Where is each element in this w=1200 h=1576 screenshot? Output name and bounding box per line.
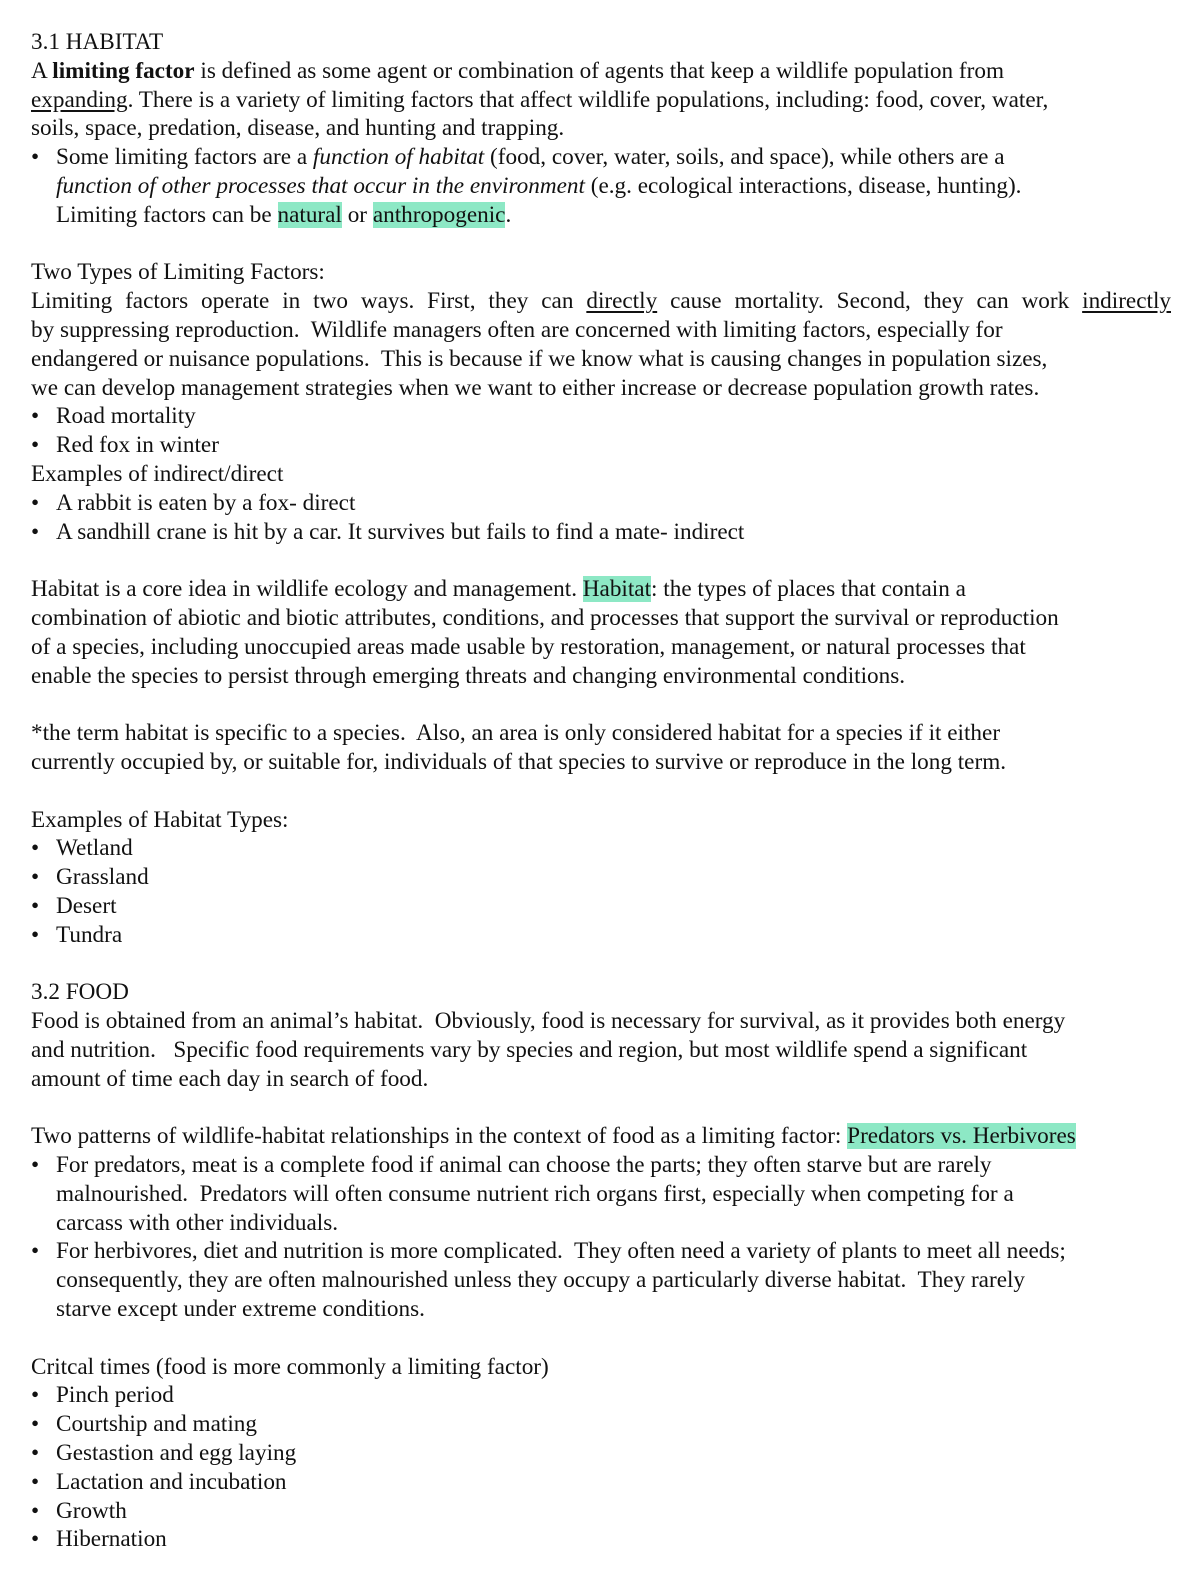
paragraph-line: amount of time each day in search of food.	[31, 1065, 429, 1092]
paragraph-line	[31, 287, 1171, 316]
text-run: Some limiting factors are a	[56, 144, 313, 171]
list-item: • Pinch period	[31, 1381, 1171, 1410]
list-item-continuation: malnourished. Predators will often consume nutrient rich organs first, especially when competing for a	[56, 1180, 1014, 1207]
list-item: • Courtship and mating	[31, 1410, 1171, 1439]
highlighted-term-natural: natural	[277, 201, 342, 228]
spacer	[31, 546, 1171, 575]
list-item-continuation	[31, 201, 1171, 230]
spacer	[31, 777, 1171, 806]
text-run: (food, cover, water, soils, and space), while others are a	[484, 144, 1005, 171]
paragraph-limiting-factor-line-3: soils, space, predation, disease, and hunting and trapping.	[31, 115, 565, 142]
subheading-critical-times: Critcal times (food is more commonly a limiting factor)	[31, 1353, 549, 1380]
paragraph-line: by suppressing reproduction. Wildlife managers often are concerned with limiting factors, especially for	[31, 316, 1003, 343]
section-heading-habitat: 3.1 HABITAT	[31, 29, 164, 55]
spacer	[31, 950, 1171, 979]
paragraph-limiting-factor-line-2	[31, 86, 1171, 115]
subheading-examples-indirect-direct: Examples of indirect/direct	[31, 460, 284, 487]
list-item: • A sandhill crane is hit by a car. It survives but fails to find a mate- indirect	[31, 518, 1171, 547]
paragraph-line	[31, 575, 1171, 604]
paragraph-line: of a species, including unoccupied areas made usable by restoration, management, or natural processes that	[31, 633, 1026, 660]
list-item: • Growth	[31, 1497, 1171, 1526]
list-item-continuation	[31, 172, 1171, 201]
paragraph-line: and nutrition. Specific food requirements vary by species and region, but most wildlife spend a significant	[31, 1036, 1028, 1063]
subheading-two-types: Two Types of Limiting Factors:	[31, 259, 325, 286]
list-item-continuation: starve except under extreme conditions.	[56, 1296, 425, 1323]
text-run: Habitat is a core idea in wildlife ecology and management.	[31, 576, 583, 603]
text-run: A	[31, 57, 53, 84]
list-item-continuation: consequently, they are often malnourished unless they occupy a particularly diverse habitat. They rarely	[56, 1267, 1026, 1294]
document-page	[31, 28, 1171, 1554]
list-item: • Road mortality	[31, 402, 1171, 431]
list-item: • Wetland	[31, 834, 1171, 863]
list-item: • Desert	[31, 892, 1171, 921]
list-item: • For herbivores, diet and nutrition is more complicated. They often need a variety of plants to meet all needs;	[31, 1237, 1171, 1266]
list-item: • Hibernation	[31, 1525, 1171, 1554]
list-item: • Tundra	[31, 921, 1171, 950]
underlined-term-directly: directly	[586, 288, 658, 315]
text-run: : the types of places that contain a	[651, 576, 966, 603]
text-run: or	[341, 201, 373, 228]
note-line: *the term habitat is specific to a species. Also, an area is only considered habitat for a species if it either	[31, 720, 1001, 747]
list-item-continuation: carcass with other individuals.	[56, 1209, 339, 1236]
highlighted-term-anthropogenic: anthropogenic	[372, 201, 506, 228]
paragraph-line: enable the species to persist through emerging threats and changing environmental conditions.	[31, 662, 906, 689]
bold-term-limiting-factor: limiting factor	[52, 57, 195, 84]
highlighted-term-predators-vs-herbivores: Predators vs. Herbivores	[847, 1123, 1076, 1150]
list-item	[31, 143, 1171, 172]
italic-term: function of other processes that occur in the environment	[56, 172, 585, 199]
text-run: Two patterns of wildlife-habitat relationships in the context of food as a limiting factor:	[31, 1123, 848, 1150]
paragraph-line: endangered or nuisance populations. This is because if we know what is causing changes in population sizes,	[31, 345, 1048, 372]
highlighted-term-habitat: Habitat	[582, 576, 652, 603]
list-item: • Gestastion and egg laying	[31, 1439, 1171, 1468]
text-run: is defined as some agent or combination of agents that keep a wildlife population from	[194, 57, 1004, 84]
list-item: • For predators, meat is a complete food if animal can choose the parts; they often starve but are rarely	[31, 1151, 1171, 1180]
italic-term: function of habitat	[312, 144, 485, 171]
spacer	[31, 1324, 1171, 1353]
list-item: • Red fox in winter	[31, 431, 1171, 460]
paragraph-limiting-factor-line-1	[31, 57, 1171, 86]
note-line: currently occupied by, or suitable for, individuals of that species to survive or reproduce in the long term.	[31, 748, 1007, 775]
paragraph-line: we can develop management strategies when we want to either increase or decrease population growth rates.	[31, 374, 1040, 401]
list-item: • A rabbit is eaten by a fox- direct	[31, 489, 1171, 518]
spacer	[31, 690, 1171, 719]
paragraph-line	[31, 1122, 1171, 1151]
list-item: • Lactation and incubation	[31, 1468, 1171, 1497]
subheading-habitat-types: Examples of Habitat Types:	[31, 806, 289, 833]
underlined-term-expanding: expanding	[31, 86, 128, 113]
list-item: • Grassland	[31, 863, 1171, 892]
text-run: . There is a variety of limiting factors that affect wildlife populations, including: food, cover, water,	[127, 86, 1049, 113]
spacer	[31, 1093, 1171, 1122]
text-run: cause mortality. Second, they can work	[657, 288, 1083, 315]
text-run: (e.g. ecological interactions, disease, hunting).	[584, 172, 1022, 199]
paragraph-line: combination of abiotic and biotic attributes, conditions, and processes that support the survival or reproduction	[31, 604, 1059, 631]
text-run: Limiting factors can be	[56, 201, 278, 228]
section-heading-food: 3.2 FOOD	[31, 979, 129, 1006]
underlined-term-indirectly: indirectly	[1082, 288, 1171, 315]
paragraph-line: Food is obtained from an animal’s habitat. Obviously, food is necessary for survival, as it provides both energy	[31, 1008, 1066, 1035]
text-run: .	[505, 201, 512, 228]
text-run: Limiting factors operate in two ways. First, they can	[31, 288, 587, 315]
spacer	[31, 230, 1171, 259]
